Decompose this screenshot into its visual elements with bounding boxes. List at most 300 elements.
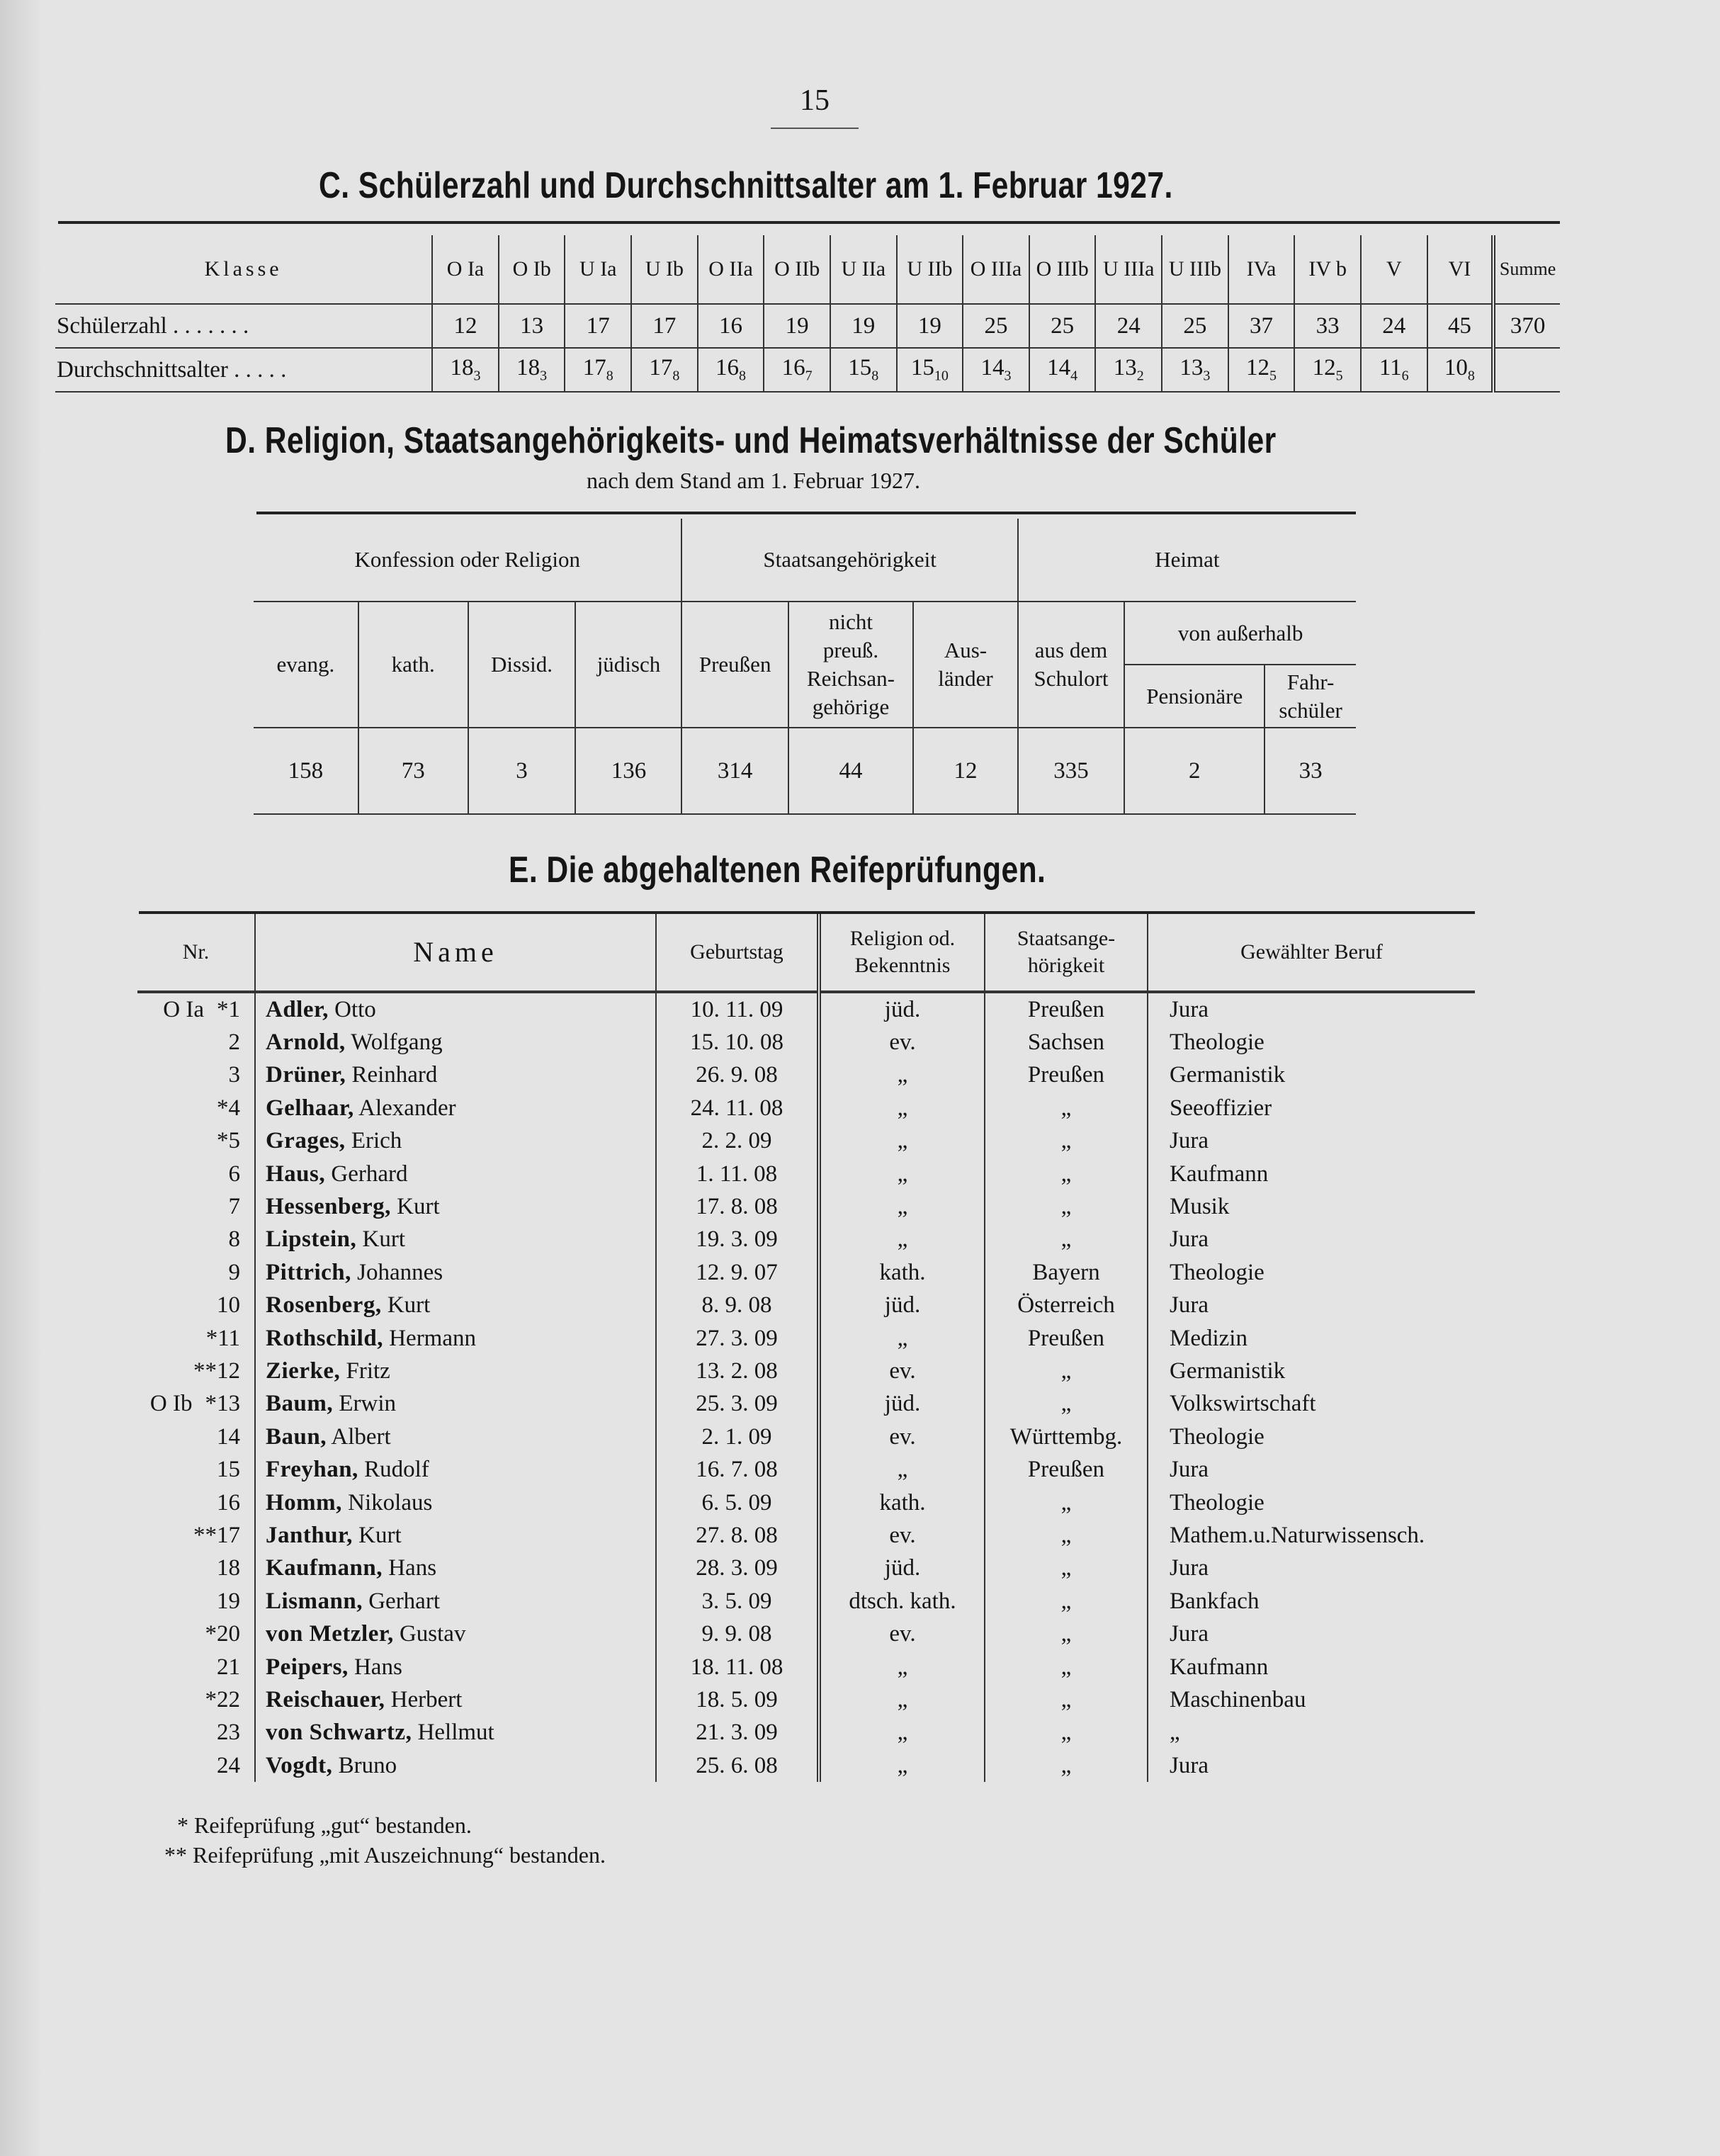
age-fraction: 5 — [1335, 368, 1343, 384]
durchschnittsalter-cell — [1228, 348, 1295, 392]
age-fraction: 3 — [473, 368, 481, 384]
religion-cell: „ — [819, 1125, 985, 1158]
staat-cell: Preußen — [985, 1453, 1148, 1486]
given-name: Wolfgang — [351, 1029, 443, 1056]
age-fraction: 7 — [805, 368, 813, 384]
given-name: Rudolf — [364, 1457, 429, 1483]
given-name: Herbert — [390, 1686, 463, 1712]
age-value: 12 — [1246, 355, 1270, 381]
beruf-cell: Musik — [1148, 1190, 1475, 1223]
heimat-group-header: Heimat — [1018, 519, 1356, 602]
table-row — [137, 1059, 1475, 1092]
nr-value: 7 — [228, 1194, 240, 1220]
nr-value: 14 — [217, 1423, 240, 1450]
class-prefix: O Ib — [149, 1391, 193, 1417]
beruf-cell: Theologie — [1148, 1486, 1475, 1519]
class-header: O Ib — [499, 235, 565, 304]
religion-cell: jüd. — [819, 1552, 985, 1585]
surname: Grages, — [266, 1128, 346, 1154]
nr-value: 3 — [228, 1062, 240, 1088]
durchschnittsalter-cell — [499, 348, 565, 392]
nr-cell — [137, 1388, 255, 1421]
geburtstag-header: Geburtstag — [656, 914, 819, 992]
religion-cell: ev. — [819, 1026, 985, 1059]
nr-value: **17 — [193, 1522, 240, 1548]
table-row — [137, 1092, 1475, 1124]
surname: Pittrich, — [266, 1259, 351, 1285]
schuelerzahl-cell: 19 — [897, 304, 963, 348]
surname: Drüner, — [266, 1062, 346, 1088]
geburtstag-cell: 13. 2. 08 — [656, 1355, 819, 1387]
age-value: 11 — [1379, 355, 1402, 381]
staat-cell: „ — [985, 1224, 1148, 1256]
beruf-cell: Jura — [1148, 1224, 1475, 1256]
age-fraction: 6 — [1401, 368, 1409, 384]
age-fraction: 5 — [1269, 368, 1277, 384]
geburtstag-cell: 28. 3. 09 — [656, 1552, 819, 1585]
footnote-auszeichnung: ** Reifeprüfung „mit Auszeichnung“ bestanden. — [164, 1842, 606, 1868]
staat-cell: „ — [985, 1190, 1148, 1223]
surname: Baun, — [266, 1423, 327, 1450]
staat-cell: „ — [985, 1717, 1148, 1749]
section-d-value-cell: 2 — [1124, 728, 1264, 814]
surname: Gelhaar, — [266, 1095, 354, 1121]
table-row — [137, 1322, 1475, 1355]
schuelerzahl-cell: 25 — [1162, 304, 1228, 348]
nr-value: *4 — [217, 1095, 240, 1121]
nr-cell — [137, 1092, 255, 1124]
schuelerzahl-label: Schülerzahl . . . . . . . — [55, 304, 432, 348]
age-fraction: 2 — [1136, 368, 1144, 384]
nr-value: *1 — [217, 996, 240, 1022]
name-cell — [255, 1059, 656, 1092]
section-d-value-cell: 335 — [1018, 728, 1125, 814]
beruf-cell: Jura — [1148, 1289, 1475, 1322]
given-name: Gerhart — [368, 1588, 440, 1614]
beruf-cell: Theologie — [1148, 1256, 1475, 1289]
staat-cell: „ — [985, 1125, 1148, 1158]
class-header: O IIb — [764, 235, 830, 304]
surname: von Metzler, — [266, 1621, 394, 1647]
nr-cell — [137, 1059, 255, 1092]
class-header: U IIb — [897, 235, 963, 304]
durchschnittsalter-cell — [897, 348, 963, 392]
religion-cell: „ — [819, 1453, 985, 1486]
juedisch-header: jüdisch — [575, 602, 681, 728]
schuelerzahl-cell: 45 — [1427, 304, 1494, 348]
nr-cell — [137, 1749, 255, 1782]
surname: Arnold, — [266, 1029, 346, 1056]
surname: Freyhan, — [266, 1457, 358, 1483]
given-name: Gerhard — [331, 1161, 408, 1187]
class-header: O IIa — [698, 235, 764, 304]
geburtstag-cell: 2. 1. 09 — [656, 1421, 819, 1453]
religion-cell: „ — [819, 1092, 985, 1124]
staat-cell: „ — [985, 1651, 1148, 1683]
schuelerzahl-cell: 19 — [830, 304, 897, 348]
nr-cell — [137, 1552, 255, 1585]
table-row — [137, 1486, 1475, 1519]
durchschnittsalter-row — [55, 348, 1560, 392]
religion-cell: kath. — [819, 1256, 985, 1289]
geburtstag-cell: 1. 11. 08 — [656, 1158, 819, 1190]
name-cell — [255, 1256, 656, 1289]
durchschnittsalter-cell — [963, 348, 1029, 392]
name-cell — [255, 1519, 656, 1552]
surname: Hessenberg, — [266, 1194, 391, 1220]
staat-cell: „ — [985, 1092, 1148, 1124]
class-header: IV b — [1294, 235, 1361, 304]
durchschnittsalter-cell — [830, 348, 897, 392]
konfession-group-header: Konfession oder Religion — [254, 519, 681, 602]
name-cell — [255, 1224, 656, 1256]
given-name: Hans — [388, 1555, 437, 1581]
section-d-value-cell: 136 — [575, 728, 681, 814]
staat-cell: „ — [985, 1388, 1148, 1421]
durchschnittsalter-cell — [764, 348, 830, 392]
surname: Peipers, — [266, 1654, 349, 1680]
table-row — [137, 1618, 1475, 1650]
nr-value: 10 — [217, 1292, 240, 1319]
geburtstag-cell: 3. 5. 09 — [656, 1585, 819, 1618]
nr-value: *11 — [205, 1325, 240, 1351]
name-cell — [255, 1486, 656, 1519]
beruf-cell: Jura — [1148, 1618, 1475, 1650]
nr-value: 19 — [217, 1588, 240, 1614]
durchschnittsalter-cell — [1294, 348, 1361, 392]
class-prefix: O Ia — [163, 996, 204, 1022]
durchschnittsalter-cell — [1493, 348, 1560, 392]
durchschnittsalter-cell — [1361, 348, 1427, 392]
section-c-top-rule — [58, 221, 1560, 224]
durchschnittsalter-cell — [1029, 348, 1096, 392]
class-header: O Ia — [432, 235, 499, 304]
age-value: 10 — [1444, 355, 1468, 381]
beruf-cell: Jura — [1148, 1453, 1475, 1486]
given-name: Otto — [334, 996, 376, 1022]
name-cell — [255, 992, 656, 1026]
age-value: 17 — [649, 355, 673, 381]
staat-cell: Preußen — [985, 1059, 1148, 1092]
age-value: 16 — [781, 355, 805, 381]
nr-cell — [137, 1026, 255, 1059]
schuelerzahl-cell: 12 — [432, 304, 499, 348]
staat-cell: „ — [985, 1486, 1148, 1519]
staat-group-header: Staatsangehörigkeit — [681, 519, 1017, 602]
geburtstag-cell: 21. 3. 09 — [656, 1717, 819, 1749]
geburtstag-cell: 26. 9. 08 — [656, 1059, 819, 1092]
evang-header: evang. — [254, 602, 358, 728]
section-d-value-cell: 44 — [788, 728, 913, 814]
table-row — [137, 1289, 1475, 1322]
preussen-header: Preußen — [681, 602, 788, 728]
footnote-gut: * Reifeprüfung „gut“ bestanden. — [177, 1812, 472, 1838]
nicht-preuss-header: nicht preuß. Reichsan- gehörige — [788, 602, 913, 728]
schuelerzahl-cell: 370 — [1493, 304, 1560, 348]
beruf-cell: Kaufmann — [1148, 1158, 1475, 1190]
age-fraction: 3 — [540, 368, 548, 384]
class-header: V — [1361, 235, 1427, 304]
class-header: U Ia — [565, 235, 631, 304]
nr-cell — [137, 1453, 255, 1486]
nr-cell — [137, 1683, 255, 1716]
religion-cell: „ — [819, 1683, 985, 1716]
religion-cell: „ — [819, 1749, 985, 1782]
nr-value: 2 — [228, 1029, 240, 1056]
schuelerzahl-cell: 25 — [1029, 304, 1096, 348]
given-name: Gustav — [399, 1621, 466, 1647]
name-cell — [255, 1421, 656, 1453]
given-name: Nikolaus — [348, 1489, 433, 1516]
staat-cell: Württembg. — [985, 1421, 1148, 1453]
given-name: Kurt — [397, 1194, 440, 1220]
class-header: U IIIa — [1095, 235, 1162, 304]
religion-cell: „ — [819, 1158, 985, 1190]
page-number: 15 — [800, 84, 830, 117]
name-cell — [255, 1749, 656, 1782]
staat-cell: Preußen — [985, 992, 1148, 1026]
surname: Kaufmann, — [266, 1555, 383, 1581]
beruf-cell: Medizin — [1148, 1322, 1475, 1355]
surname: Zierke, — [266, 1358, 341, 1384]
section-d-table — [254, 519, 1356, 815]
beruf-cell: Maschinenbau — [1148, 1683, 1475, 1716]
name-cell — [255, 1651, 656, 1683]
durchschnittsalter-cell — [1427, 348, 1494, 392]
table-row — [137, 1585, 1475, 1618]
table-row — [137, 1717, 1475, 1749]
durchschnittsalter-cell — [698, 348, 764, 392]
age-fraction: 8 — [606, 368, 613, 384]
nr-value: 6 — [228, 1161, 240, 1187]
given-name: Kurt — [358, 1522, 402, 1548]
staat-cell: „ — [985, 1683, 1148, 1716]
name-cell — [255, 1453, 656, 1486]
durchschnittsalter-label: Durchschnittsalter . . . . . — [55, 348, 432, 392]
section-d-top-rule — [256, 512, 1356, 514]
section-c-table — [55, 235, 1560, 393]
name-cell — [255, 1618, 656, 1650]
table-row — [137, 1519, 1475, 1552]
religion-cell: ev. — [819, 1355, 985, 1387]
nr-cell — [137, 1355, 255, 1387]
religion-cell: „ — [819, 1224, 985, 1256]
table-row — [137, 1026, 1475, 1059]
beruf-cell: Theologie — [1148, 1026, 1475, 1059]
nr-cell — [137, 992, 255, 1026]
name-cell — [255, 1683, 656, 1716]
beruf-cell: Jura — [1148, 1552, 1475, 1585]
section-d-title: D. Religion, Staatsangehörigkeits- und Heimatsverhältnisse der Schüler — [225, 420, 1277, 461]
nr-value: 21 — [217, 1654, 240, 1680]
religion-cell: „ — [819, 1651, 985, 1683]
religion-cell: ev. — [819, 1421, 985, 1453]
age-fraction: 10 — [934, 368, 949, 384]
schuelerzahl-cell: 19 — [764, 304, 830, 348]
geburtstag-cell: 25. 6. 08 — [656, 1749, 819, 1782]
durchschnittsalter-cell — [1095, 348, 1162, 392]
beruf-cell: Seeoffizier — [1148, 1092, 1475, 1124]
given-name: Erwin — [339, 1391, 397, 1417]
schuelerzahl-cell: 13 — [499, 304, 565, 348]
nr-cell — [137, 1158, 255, 1190]
nr-cell — [137, 1224, 255, 1256]
geburtstag-cell: 10. 11. 09 — [656, 992, 819, 1026]
given-name: Hellmut — [417, 1720, 494, 1746]
religion-cell: kath. — [819, 1486, 985, 1519]
staat-cell: Sachsen — [985, 1026, 1148, 1059]
age-fraction: 3 — [1004, 368, 1012, 384]
beruf-cell: Germanistik — [1148, 1355, 1475, 1387]
name-cell — [255, 1158, 656, 1190]
beruf-cell: „ — [1148, 1717, 1475, 1749]
nr-cell — [137, 1289, 255, 1322]
staat-cell: „ — [985, 1618, 1148, 1650]
staat-cell: Preußen — [985, 1322, 1148, 1355]
age-value: 18 — [516, 355, 541, 381]
age-value: 16 — [715, 355, 740, 381]
religion-cell: dtsch. kath. — [819, 1585, 985, 1618]
given-name: Kurt — [362, 1226, 406, 1253]
nr-cell — [137, 1486, 255, 1519]
class-header: O IIIa — [963, 235, 1029, 304]
geburtstag-cell: 17. 8. 08 — [656, 1190, 819, 1223]
religion-cell: jüd. — [819, 1289, 985, 1322]
geburtstag-cell: 18. 11. 08 — [656, 1651, 819, 1683]
religion-cell: ev. — [819, 1618, 985, 1650]
age-fraction: 8 — [672, 368, 680, 384]
section-d-subtitle: nach dem Stand am 1. Februar 1927. — [587, 468, 920, 493]
age-fraction: 3 — [1203, 368, 1211, 384]
name-cell — [255, 1289, 656, 1322]
surname: Homm, — [266, 1489, 342, 1516]
given-name: Reinhard — [351, 1062, 438, 1088]
age-value: 12 — [1312, 355, 1336, 381]
geburtstag-cell: 27. 8. 08 — [656, 1519, 819, 1552]
schuelerzahl-cell: 17 — [565, 304, 631, 348]
given-name: Erich — [351, 1128, 402, 1154]
staat-cell: „ — [985, 1749, 1148, 1782]
table-row — [137, 1158, 1475, 1190]
schuelerzahl-cell: 33 — [1294, 304, 1361, 348]
name-cell — [255, 1388, 656, 1421]
dissid-header: Dissid. — [468, 602, 576, 728]
name-cell — [255, 1355, 656, 1387]
pensionaere-header: Pensionäre — [1124, 665, 1264, 728]
section-d-value-cell: 12 — [913, 728, 1018, 814]
table-row — [137, 1256, 1475, 1289]
beruf-header: Gewählter Beruf — [1148, 914, 1475, 992]
nr-value: 24 — [217, 1752, 240, 1778]
section-e-title: E. Die abgehaltenen Reifeprüfungen. — [509, 850, 1046, 891]
schuelerzahl-cell: 17 — [631, 304, 698, 348]
nr-cell — [137, 1125, 255, 1158]
given-name: Hermann — [389, 1325, 477, 1351]
religion-header: Religion od. Bekenntnis — [819, 914, 985, 992]
auslaender-header: Aus- länder — [913, 602, 1018, 728]
staat-cell: „ — [985, 1552, 1148, 1585]
nr-value: 8 — [228, 1226, 240, 1253]
table-row — [137, 1651, 1475, 1683]
nr-value: 23 — [217, 1720, 240, 1746]
kath-header: kath. — [358, 602, 468, 728]
geburtstag-cell: 6. 5. 09 — [656, 1486, 819, 1519]
surname: Lipstein, — [266, 1226, 357, 1253]
age-value: 15 — [910, 355, 934, 381]
beruf-cell: Jura — [1148, 1749, 1475, 1782]
geburtstag-cell: 19. 3. 09 — [656, 1224, 819, 1256]
nr-value: 15 — [217, 1457, 240, 1483]
beruf-cell: Jura — [1148, 1125, 1475, 1158]
nr-value: 18 — [217, 1555, 240, 1581]
age-value: 13 — [1179, 355, 1204, 381]
staat-cell: Bayern — [985, 1256, 1148, 1289]
class-header: O IIIb — [1029, 235, 1096, 304]
name-cell — [255, 1717, 656, 1749]
age-value: 17 — [582, 355, 606, 381]
age-value: 14 — [1047, 355, 1071, 381]
beruf-cell: Kaufmann — [1148, 1651, 1475, 1683]
surname: von Schwartz, — [266, 1720, 412, 1746]
nr-cell — [137, 1256, 255, 1289]
staat-cell: „ — [985, 1158, 1148, 1190]
nr-value: *20 — [205, 1621, 240, 1647]
durchschnittsalter-cell — [1162, 348, 1228, 392]
schuelerzahl-cell: 37 — [1228, 304, 1295, 348]
nr-cell — [137, 1717, 255, 1749]
surname: Adler, — [266, 996, 329, 1022]
durchschnittsalter-cell — [631, 348, 698, 392]
table-row — [137, 1453, 1475, 1486]
schuelerzahl-cell: 24 — [1361, 304, 1427, 348]
staat-cell: „ — [985, 1519, 1148, 1552]
age-fraction: 8 — [871, 368, 879, 384]
table-row — [137, 1683, 1475, 1716]
religion-cell: jüd. — [819, 992, 985, 1026]
religion-cell: „ — [819, 1717, 985, 1749]
nr-cell — [137, 1618, 255, 1650]
age-value: 18 — [450, 355, 474, 381]
geburtstag-cell: 2. 2. 09 — [656, 1125, 819, 1158]
religion-cell: jüd. — [819, 1388, 985, 1421]
age-value: 15 — [848, 355, 872, 381]
given-name: Bruno — [338, 1752, 397, 1778]
beruf-cell: Bankfach — [1148, 1585, 1475, 1618]
surname: Reischauer, — [266, 1686, 385, 1712]
given-name: Kurt — [387, 1292, 431, 1319]
geburtstag-cell: 24. 11. 08 — [656, 1092, 819, 1124]
nr-header: Nr. — [137, 914, 255, 992]
nr-cell — [137, 1519, 255, 1552]
staat-header: Staatsange- hörigkeit — [985, 914, 1148, 992]
surname: Vogdt, — [266, 1752, 333, 1778]
given-name: Albert — [331, 1423, 391, 1450]
class-header: U IIa — [830, 235, 897, 304]
name-cell — [255, 1092, 656, 1124]
given-name: Hans — [353, 1654, 402, 1680]
beruf-cell: Germanistik — [1148, 1059, 1475, 1092]
name-cell — [255, 1026, 656, 1059]
table-row — [137, 1388, 1475, 1421]
class-header: Summe — [1493, 235, 1560, 304]
section-e-table — [137, 914, 1475, 1782]
surname: Rothschild, — [266, 1325, 383, 1351]
age-value: 14 — [980, 355, 1005, 381]
age-fraction: 4 — [1070, 368, 1078, 384]
surname: Rosenberg, — [266, 1292, 382, 1319]
nr-cell — [137, 1651, 255, 1683]
table-row — [137, 1552, 1475, 1585]
